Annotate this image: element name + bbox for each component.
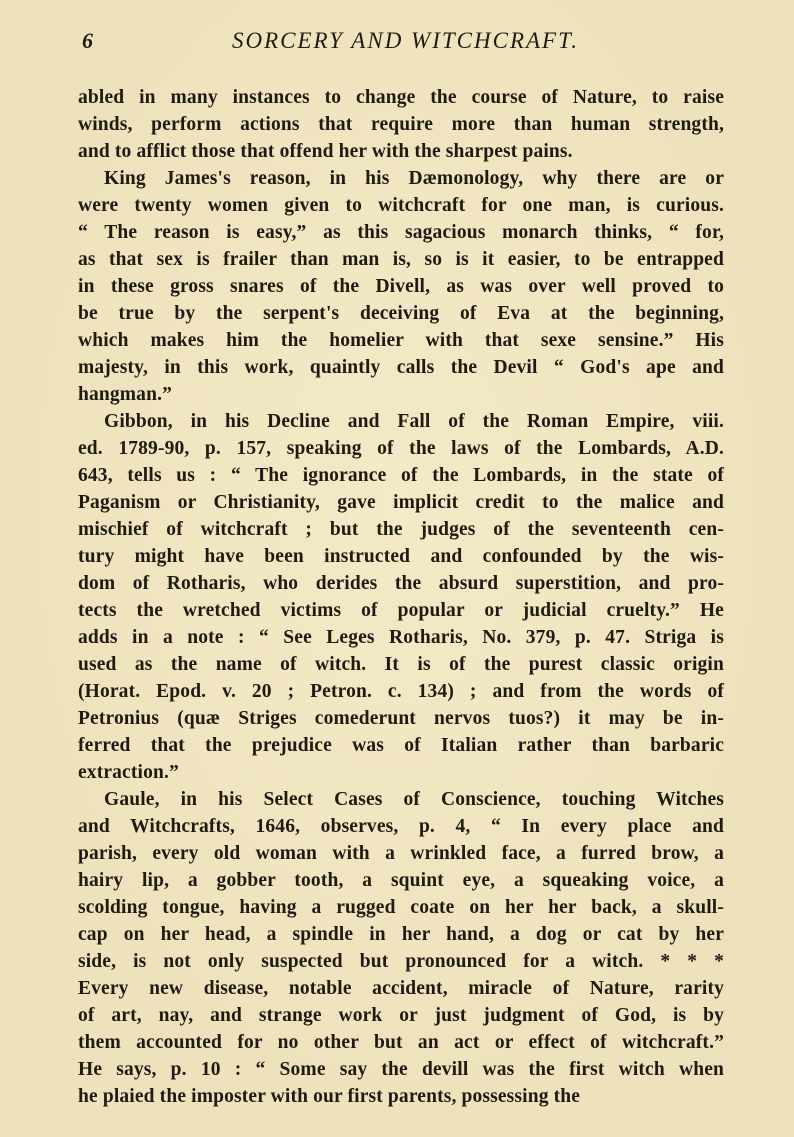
text-line: them accounted for no other but an act or effect of witchcraft.”: [78, 1032, 724, 1053]
text-line: and to afflict those that offend her with the sharpest pains.: [78, 141, 573, 162]
body-text: [78, 84, 724, 1110]
text-line: winds, perform actions that require more than human strength,: [78, 114, 724, 135]
text-line: tects the wretched victims of popular or judicial cruelty.” He: [78, 600, 724, 621]
text-line: cap on her head, a spindle in her hand, a dog or cat by her: [78, 924, 724, 945]
text-line: in these gross snares of the Divell, as was over well proved to: [78, 276, 724, 297]
text-line: side, is not only suspected but pronounced for a witch. * * *: [78, 951, 724, 972]
text-line: and Witchcrafts, 1646, observes, p. 4, “ In every place and: [78, 816, 724, 837]
text-line: parish, every old woman with a wrinkled face, a furred brow, a: [78, 843, 724, 864]
text-line: hairy lip, a gobber tooth, a squint eye, a squeaking voice, a: [78, 870, 724, 891]
text-line: used as the name of witch. It is of the purest classic origin: [78, 654, 724, 675]
text-line: extraction.”: [78, 762, 179, 783]
text-line: Gibbon, in his Decline and Fall of the Roman Empire, viii.: [104, 411, 724, 432]
paragraph: [78, 165, 724, 408]
text-line: Gaule, in his Select Cases of Conscience, touching Witches: [104, 789, 724, 810]
text-line: which makes him the homelier with that sexe sensine.” His: [78, 330, 724, 351]
text-line: were twenty women given to witchcraft for one man, is curious.: [78, 195, 724, 216]
text-line: ferred that the prejudice was of Italian rather than barbaric: [78, 735, 724, 756]
text-line: “ The reason is easy,” as this sagacious monarch thinks, “ for,: [78, 222, 724, 243]
text-line: abled in many instances to change the course of Nature, to raise: [78, 87, 724, 108]
text-line: Every new disease, notable accident, miracle of Nature, rarity: [78, 978, 724, 999]
page-number: 6: [82, 28, 93, 53]
text-line: ed. 1789-90, p. 157, speaking of the laws of the Lombards, A.D.: [78, 438, 724, 459]
text-line: of art, nay, and strange work or just judgment of God, is by: [78, 1005, 724, 1026]
text-line: as that sex is frailer than man is, so is it easier, to be entrapped: [78, 249, 724, 270]
text-line: dom of Rotharis, who derides the absurd superstition, and pro-: [78, 573, 724, 594]
text-line: hangman.”: [78, 384, 173, 405]
text-line: adds in a note : “ See Leges Rotharis, No. 379, p. 47. Striga is: [78, 627, 724, 648]
text-line: majesty, in this work, quaintly calls the Devil “ God's ape and: [78, 357, 724, 378]
text-line: scolding tongue, having a rugged coate on her her back, a skull-: [78, 897, 724, 918]
paragraph: [78, 84, 724, 165]
text-line: Petronius (quæ Striges comederunt nervos tuos?) it may be in-: [78, 708, 724, 729]
paragraph: [78, 786, 724, 1110]
text-line: be true by the serpent's deceiving of Eva at the beginning,: [78, 303, 724, 324]
page-header: [82, 26, 722, 62]
running-title: SORCERY AND WITCHCRAFT.: [232, 28, 579, 53]
text-line: King James's reason, in his Dæmonology, why there are or: [104, 168, 724, 189]
text-line: He says, p. 10 : “ Some say the devill was the first witch when: [78, 1059, 724, 1080]
text-line: mischief of witchcraft ; but the judges of the seventeenth cen-: [78, 519, 724, 540]
text-line: he plaied the imposter with our first parents, possessing the: [78, 1086, 581, 1107]
text-line: tury might have been instructed and confounded by the wis-: [78, 546, 724, 567]
text-line: 643, tells us : “ The ignorance of the Lombards, in the state of: [78, 465, 724, 486]
text-line: Paganism or Christianity, gave implicit credit to the malice and: [78, 492, 724, 513]
paragraph: [78, 408, 724, 786]
text-line: (Horat. Epod. v. 20 ; Petron. c. 134) ; and from the words of: [78, 681, 724, 702]
